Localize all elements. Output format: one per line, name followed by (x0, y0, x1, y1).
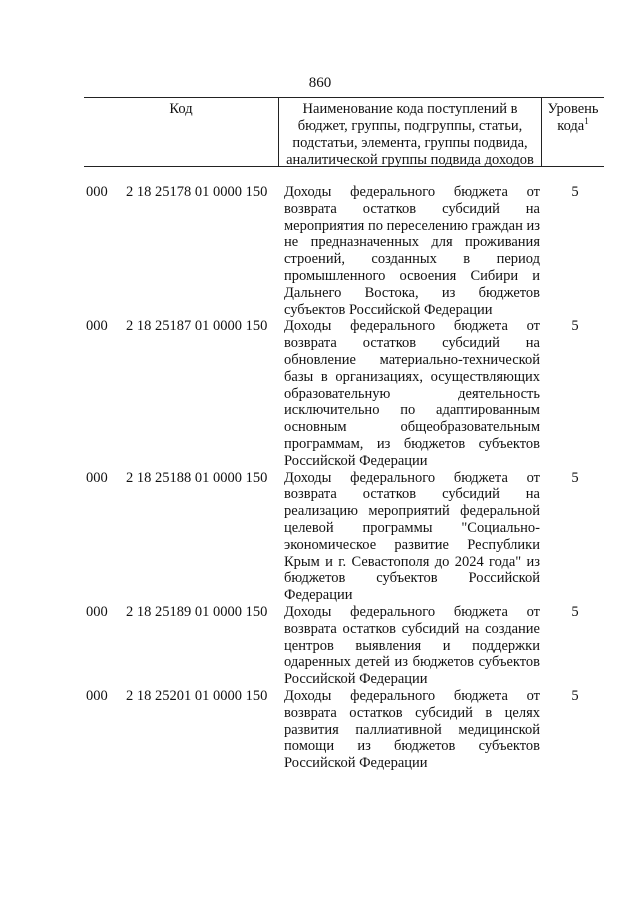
table-row (84, 688, 604, 772)
budget-code: 2 18 25188 01 0000 150 (126, 469, 268, 486)
header-level-column (542, 98, 604, 166)
budget-code: 2 18 25189 01 0000 150 (126, 603, 268, 620)
table-row (84, 318, 604, 469)
code-level: 5 (571, 469, 579, 486)
code-level: 5 (571, 603, 579, 620)
table-row (84, 604, 604, 688)
income-description: Доходы федерального бюджета от возврата остатков субсидий на обновление материально-технической базы в организациях, осуществляющих образовательную деятельность исключительно по адаптированным основным общеобразовательным программам, из бюджетов субъектов Российской Федерации (284, 318, 540, 469)
header-level-label: Уровень кода (547, 101, 599, 134)
table-body (84, 184, 604, 772)
income-description: Доходы федерального бюджета от возврата остатков субсидий на реализацию мероприятий федеральной целевой программы "Социально-экономическое развитие Республики Крым и г. Севастополя до 2024 года" из бюджетов субъектов Российской Федерации (284, 469, 540, 604)
budget-code: 2 18 25201 01 0000 150 (126, 687, 268, 704)
income-description: Доходы федерального бюджета от возврата остатков субсидий на создание центров выявления и поддержки одаренных детей из бюджетов субъектов Российской Федерации (284, 603, 540, 688)
table-row (84, 184, 604, 318)
header-code-column (84, 98, 278, 166)
table-header (84, 97, 604, 167)
budget-code: 2 18 25178 01 0000 150 (126, 184, 268, 200)
code-level: 5 (571, 687, 579, 704)
income-description: Доходы федерального бюджета от возврата остатков субсидий в целях развития паллиативной медицинской помощи из бюджетов субъектов Российской Федерации (284, 687, 540, 772)
header-level-footnote: 1 (584, 116, 589, 127)
budget-code: 2 18 25187 01 0000 150 (126, 318, 268, 335)
admin-code: 000 (86, 318, 108, 335)
income-description: Доходы федерального бюджета от возврата остатков субсидий на мероприятия по переселению граждан из не предназначенных для проживания строений, созданных в период промышленного освоения Сибири и Дальнего Востока, из бюджетов субъектов Российской Федерации (284, 184, 540, 318)
code-level: 5 (571, 184, 579, 200)
admin-code: 000 (86, 469, 108, 486)
page-number: 860 (308, 75, 332, 91)
admin-code: 000 (86, 687, 108, 704)
header-name-label: Наименование кода поступлений в бюджет, группы, подгруппы, статьи, подстатьи, элемента, группы подвида, аналитической группы подвида доходов (278, 98, 542, 166)
header-code-label: Код (169, 101, 193, 117)
code-level: 5 (571, 318, 579, 335)
table-row (84, 470, 604, 604)
admin-code: 000 (86, 603, 108, 620)
admin-code: 000 (86, 184, 108, 200)
